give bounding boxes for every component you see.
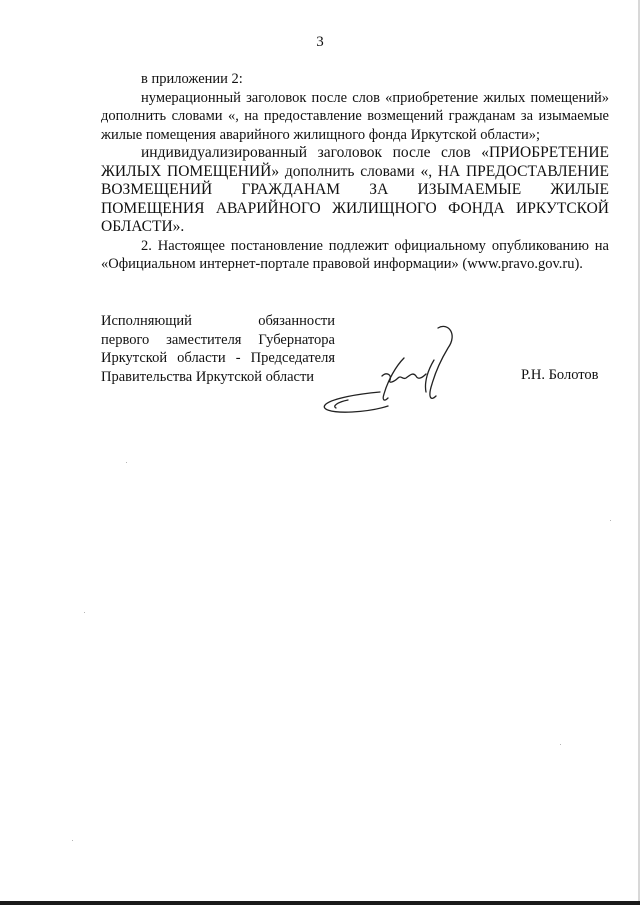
signatory-position-line: Иркутской области - Председателя [101, 350, 335, 366]
page-number: 3 [316, 34, 324, 50]
paragraph-publication: 2. Настоящее постановление подлежит официальному опубликованию на «Официальном интернет-портале правовой информации» (www.pravo.gov.ru). [101, 237, 609, 272]
scan-speck [126, 462, 127, 463]
scan-speck [72, 840, 73, 841]
signer-name: Р.Н. Болотов [521, 367, 599, 383]
handwritten-signature [318, 320, 468, 420]
paragraph-numbering-heading: нумерационный заголовок после слов «приобретение жилых помещений» дополнить словами «, на предоставление возмещений гражданам за изымаемые жилые помещения аварийного жилищного фонда Иркутской области»; [101, 89, 609, 143]
paragraph-individual-heading: индивидуализированный заголовок после слов «ПРИОБРЕТЕНИЕ ЖИЛЫХ ПОМЕЩЕНИЙ» дополнить словами «, НА ПРЕДОСТАВЛЕНИЕ ВОЗМЕЩЕНИЙ ГРАЖДАНАМ ЗА ИЗЫМАЕМЫЕ ЖИЛЫЕ ПОМЕЩЕНИЯ АВАРИЙНОГО ЖИЛИЩНОГО ФОНДА ИРКУТСКОЙ ОБЛАСТИ». [101, 144, 609, 235]
scan-speck [560, 744, 561, 745]
paragraph-appendix-2-intro: в приложении 2: [141, 71, 243, 87]
signatory-position [101, 312, 335, 386]
signatory-position-line: Исполняющий обязанности [101, 313, 335, 329]
signatory-position-line: первого заместителя Губернатора [101, 331, 335, 348]
scan-speck [610, 520, 611, 521]
scan-speck [84, 612, 85, 613]
scan-edge-bottom [0, 901, 640, 905]
document-body [101, 70, 609, 274]
signatory-position-line: Правительства Иркутской области [101, 368, 315, 385]
